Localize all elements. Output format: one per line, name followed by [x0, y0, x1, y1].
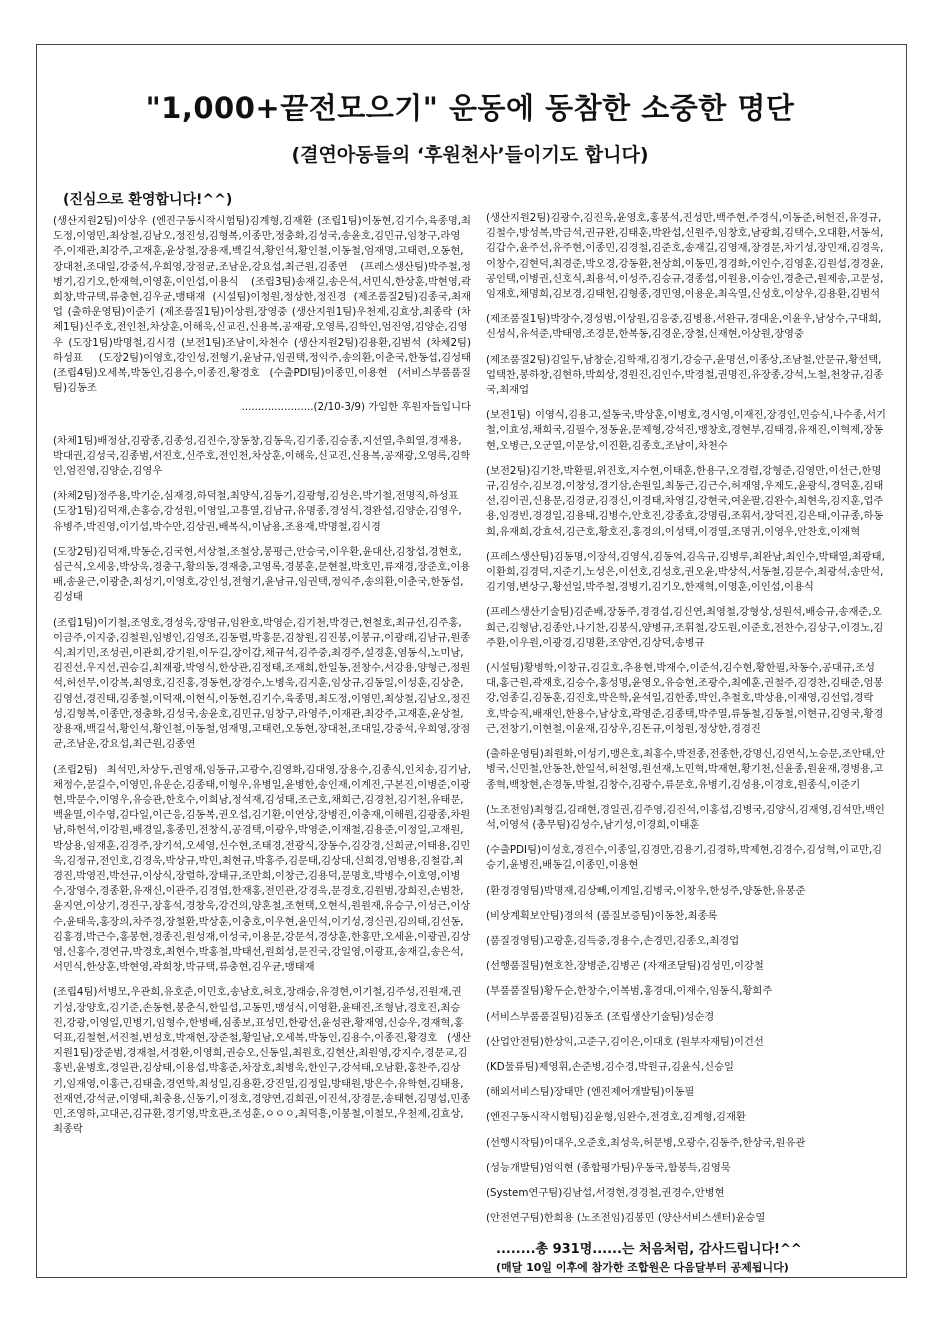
page-title: "1,000+끝전모으기" 운동에 동참한 소중한 명단 [145, 91, 795, 125]
team-list-block: (프레스생산팀)김동명,이장석,김영식,김동억,김옥규,김병루,최완남,최인수,박태열,최광태,이환희,김경덕,지준기,노성은,이선호,김성호,권오윤,박상석,서동철,김문수,최광석,송만석,김기영,변상구,황선일,박주철,경병기,김기오,한재혁,이영훈,이인섭,이용식 [486, 550, 885, 594]
team-list-block: (System연구팀)김남섭,서경현,경경철,권경수,안병현 [486, 1186, 725, 1199]
team-list-block: (보전2팀)김기찬,박환필,위진호,지수현,이태훈,한용구,오경렴,강형준,김영만,이선근,한명규,김성수,김보경,이창성,경기삼,손원일,최동근,김근수,허재영,우제도,윤광식,경덕훈,김태선,김이권,신용문,김경균,김경신,이경태,차영길,강현국,여운팔,김완수,최현욱,김지훈,업주용,임경빈,경경일,김용태,김병수,안호진,강종효,강명림,조휘서,장덕진,김은태,이규종,하동희,유재희,강효석,김근호,황호진,홍경의,이성택,이경열,조명귀,이영우,안찬호,이재혁 [486, 464, 884, 538]
team-list-block: (조립2팀) 최석민,차상두,권영재,임동규,고광수,김영화,김대영,장용수,김종식,인치송,김기남,채정수,문길수,이영민,유운순,김종태,이형우,유병일,윤병한,송인재,이계진,구본진,이병준,이광현,박문수,이영우,유승관,한호수,이희남,정석재,김성태,조근호,채희근,김경천,김기천,유태문,백윤열,이수영,김다일,이근응,김동복,권오섭,김기환,이연상,장병진,이충재,이해원,김광종,차원남,하헌석,이강원,배경일,홍종민,전창식,공경택,이광우,박영준,이재철,김용준,이정일,고재원,박상용,임재훈,김경주,장기석,오세영,신수현,조태경,전광식,장동수,김강경,신희균,이태용,김민욱,김정규,전인호,김경욱,박상규,박민,최현규,박홍주,김문태,김상대,신희경,엄병용,김철갑,최경진,박영진,박선규,이상식,장렬하,장태규,조만희,이창근,김용덕,문명호,박병수,이호영,이병수,장영수,경종환,유재신,이관주,김경엽,한재홍,전민관,강경욱,문경호,김원범,장희진,손범찬,윤지연,이상기,경진구,장홍석,경창욱,강건의,양혼철,조현택,오현식,원원재,유승구,이성근,이상수,윤태욱,홍장의,차주경,장철환,박상훈,이충호,이우현,윤민석,이기성,경신권,김의태,김선동,김홍경,박근수,홍봉현,경종진,원성재,이성국,이용문,강문석,경상훈,한홍만,오세윤,이광권,김상영,신홍수,경연규,박경호,최현수,박홍철,박태선,원희성,문진국,강일영,이광표,송재길,송은석,서민식,한상훈,박현영,곽희창,박규택,류충현,김우균,맹태재 [53, 763, 471, 974]
new-members-notice: ......................(2/10-3/9) 가입한 후원자들입니다 [241, 401, 471, 414]
team-list-block: (생산지원2팀)김광수,김진욱,윤영호,홍봉석,진성만,백주현,주경식,이동준,허헌진,유경규,김철수,방성복,박금석,권규완,김태훈,박완섭,신원주,임창호,남광희,김택수,오대환,서동석,김갑수,윤주선,유주현,이종민,김경철,김준호,송재길,김영재,장경문,차기성,장민재,김경욱,이창수,김현덕,최경준,박오경,강동환,천상희,이동민,경경화,이인수,김영훈,김원섭,경경윤,공인택,이병권,신호식,최용석,이성주,김승규,경종섭,이원용,이승인,경춘근,원제송,고문성,임재호,채명희,김보경,김태헌,김형종,경민영,이용운,최옥열,신성호,이상우,김용환,김범석 [486, 212, 884, 301]
total-count-line: ........총 931명......는 처음처럼, 감사드립니다!^^ [496, 1242, 802, 1258]
team-list-block: (조립1팀)이기철,조영호,경성욱,장영규,임완호,박영순,김기천,박경근,현철호,최규선,김주홍,이금주,이지중,김철원,임병인,김영조,김동렬,박홍문,김창원,김진봉,이봉규,이광래,김남규,원종식,최기민,조성권,이관희,강기원,이두길,장이갑,채규석,김주중,최경주,설경훈,염동식,노미남,김진선,우지선,권승길,최재광,박영식,한상관,김정태,조재희,한일동,전창수,서강용,양형근,정원석,허선무,이강복,최영호,김진홍,경동현,장경수,노병욱,김지훈,임상규,김동일,이성훈,김상춘,김영선,경진태,김종철,이덕재,이현식,이동현,김기수,육종명,최도정,이영민,최상철,김남오,정진성,김형복,이종만,정충화,김성국,송윤호,김민규,임창구,라영주,이재관,최강주,고재훈,윤상철,장용재,백길석,황인석,황인철,이동철,엄재명,고태련,오동현,장대천,조대일,강중석,우희영,장점균,조남운,강요섭,최근원,김종연 [53, 616, 471, 751]
team-list-block: (KD물류팀)제영휘,손준병,김수경,박원규,김윤식,신승일 [486, 1060, 734, 1073]
team-list-block: (제조품질2팀)김일두,남창순,김학재,김정기,강승구,윤명선,이종상,조남철,안문규,황선택,업택찬,봉하창,김현하,박희상,경원진,김인수,박경철,권명진,유장종,강석,노철,천창규,김종국,최재업 [486, 353, 884, 397]
team-list-block: (수출PDI팀)이성호,경진수,이종일,김경만,김용기,김경하,박제현,김경수,김성혁,이교만,김승기,윤병진,배동길,이종민,이용현 [486, 844, 883, 872]
team-list-block: (산업안전팀)한상익,고준구,김이은,이대호 (원부자재팀)이건선 [486, 1035, 764, 1048]
team-list-block: (노조전임)최형길,김래현,경일권,김주영,김진석,이홍섭,김병국,김양식,김재영,김석만,백인석,이영석 (총무팀)김성수,남기성,이경희,이태훈 [486, 803, 885, 831]
right-column [486, 211, 886, 1276]
left-column [53, 190, 471, 1147]
team-list-block: (선행품질팀)현호찬,장병준,김병곤 (자재조달팀)김성민,이강철 [486, 960, 764, 973]
team-list-block: (환경경영팀)박명재,김상빼,이계일,김병국,이창우,한성주,양동한,유봉준 [486, 884, 806, 897]
team-list-block: (프레스생산기술팀)김준배,장동주,경경섭,김신연,최영철,강형상,성원석,배승규,송재준,오희근,김형남,김종안,나기찬,김봉식,양병규,조휘철,강도원,이준호,전찬수,김상구,이경노,김주환,이우원,이광경,김명환,조양연,김상덕,송병규 [486, 606, 884, 649]
team-list-block: (서비스부품품질팀)김동조 (조립생산기술팀)성순경 [486, 1010, 715, 1023]
team-list-block: (도장2팀)김덕재,박동순,김국현,서상철,조철상,봉평근,안승국,이우환,윤대산,김창섭,경현호,심근식,오세웅,박상욱,경충구,황의동,경재충,고영록,경봉훈,문현철,박호민,류재경,장준호,이용배,송윤근,이광춘,최성기,이영호,강인성,전형기,윤남규,임권택,정익주,송의환,이춘국,한동섭,김성태 [53, 545, 471, 604]
team-list-block: (차체1팀)배정삼,김광종,김종성,김진수,장동창,김동욱,김기종,김승종,지선열,추희열,경재용,박대권,김성국,김종범,서진호,신주호,전인천,차상훈,이해욱,신교진,신용복,공재광,오영록,김학인,엄진영,김양순,김영우 [53, 434, 471, 478]
new-members-paragraph: (생산지원2팀)이상우 (엔진구동시작시험팀)김계형,김재환 (조립1팀)이동현,김기수,육종명,최도정,이영민,최상철,김남오,정진성,김형복,이종만,정충화,김성국,송윤호,김민규,임창구,라영주,이재관,최강주,고재훈,윤상철,장용재,백길석,황인석,황인철,이동철,엄재명,고태련,오동현,장대천,조대일,강중석,우희영,장점균,조남운,강요섭,최근원,김종연 (프레스생산팀)박주철,정병기,김기오,한재혁,이영훈,이인섭,이용식 (조립3팀)송재길,송은석,서민식,한상훈,박현영,곽희창,박규택,류충현,김우균,맹태재 (시설팀)이청원,정상한,정진경 (제조품질2팀)김종국,최재업 (출하운영팀)이준기 (제조품질1팀)이상원,장영중 (생산지원1팀)우천제,김효상,최종락 (차체1팀)신주호,전인천,차상훈,이해욱,신교진,신용복,공재광,오영록,김학인,엄진영,김양순,김영우 (도장1팀)박명철,김시경 (보전1팀)조남이,차천수 (생산지원2팀)김용환,김범석 (차체2팀)하성표 (도장2팀)이영호,강인성,전형기,윤남규,임권택,정익주,송의환,이춘국,한동섭,김성태 (조립4팀)오세복,박동인,김용수,이종진,황경호 (수출PDI팀)이종민,이용현 (서비스부품품질팀)김동조 [53, 215, 471, 395]
team-list-block: (차체2팀)정주용,박기순,심재경,하덕철,최양식,김동기,김광형,김성은,박기철,전명직,하성표 (도장1팀)김덕재,손홍승,강성원,이영일,고흥열,김남규,유명종,경성식,경완섭,김양순,김영우,유병주,박진영,이기섭,박수만,김상권,배복식,이남용,조용재,박명철,김시경 [53, 490, 462, 533]
team-list-block: (품질경영팀)고광훈,김득중,경용수,손경민,김종오,최경업 [486, 934, 740, 947]
team-list-block: (부품품질팀)황두순,한창수,이복범,홍경대,이재수,임동식,황희주 [486, 985, 773, 998]
team-list-block: (선행시작팀)이대우,오준호,최성욱,허문병,오광수,김동주,한상국,원유관 [486, 1136, 806, 1149]
team-list-block: (안전연구팀)한희용 (노조전임)김봉민 (양산서비스센터)윤승열 [486, 1212, 766, 1225]
deduction-note: (매달 10일 이후에 참가한 조합원은 다음달부터 공제됩니다) [496, 1261, 789, 1275]
team-list-block: (성능개발팀)엄익현 (종합평가팀)우동국,함봉득,김영묵 [486, 1161, 731, 1174]
team-list-block: (출하운영팀)최원화,이성기,맹은호,최홍수,박전종,전종한,강명신,김연식,노승문,조안태,안병국,신민철,안동찬,한일석,허천영,원선재,노민혁,박재현,황기천,신윤종,원윤재,경병용,고종혁,백창현,손경동,박철,김창수,김광수,류문호,유병기,김성용,이경호,원종식,이준기 [486, 748, 885, 791]
team-list-block: (제조품질1팀)박장수,경성범,이상원,김응중,김병용,서완규,경대운,이윤우,남상수,구대희,신성식,유석준,박태영,조경문,한복동,김경운,장철,신재현,이상원,장영중 [486, 313, 882, 341]
team-list-block: (해외서비스팀)장태만 (엔진제어개발팀)이동필 [486, 1086, 695, 1099]
welcome-heading: (진심으로 환영합니다!^^) [63, 192, 233, 208]
team-list-block: (비상계획보안팀)경의석 (품질보증팀)이동찬,최종록 [486, 909, 718, 922]
team-list-block: (시설팀)황병학,이창규,김길호,추용현,박재수,이준석,김수현,황한필,차동수,공대규,조성대,홍근원,곽재호,김승수,홍성명,윤영오,유승현,조광수,최예훈,권철주,김경찬,김태준,엄봉강,엄종길,김동훈,김진호,박은학,윤석일,김한종,박인,추철호,박상용,이재영,김선업,경락호,박승직,배재인,한용수,남상호,곽영준,김종택,박주열,류동철,김동철,이현규,김영국,황경근,전창기,이현철,이윤재,김상우,김돈규,이청원,정상한,경경진 [486, 662, 884, 735]
team-list-block: (엔진구동시작시험팀)김윤형,임완수,전경호,김계형,김재환 [486, 1111, 746, 1124]
team-list-block: (조립4팀)서병모,우관희,유호준,이민호,송남호,허호,장래승,유경현,이기철,김주성,진원재,권기성,장양호,김기준,손동현,봉춘식,한일섭,고동민,맹성식,이영환,윤태진,조형남,경호진,최승진,강광,이영일,민병기,임형수,한병배,심종보,표성민,한광선,윤성관,황재영,신승우,경재혁,홍덕표,김철현,서진철,변성호,박재현,장준철,황일남,오세복,박동인,김용수,이종진,황경호 (생산지원1팀)장준범,경재철,서경환,이영희,권승오,신동일,최원호,김현산,최원영,강지수,경문교,김홍빈,윤병호,경일관,김상태,이용섭,박홍준,차장호,최병욱,한인구,강석태,오남환,홍찬주,김상기,임재영,이홍근,김태출,경연학,최성일,김용환,강진일,김정일,방태원,방은수,유학현,김태용,전재연,강석균,이영태,최충용,신동기,이정호,경양연,김희권,이진석,장경문,송태현,김명섭,민종민,조영하,고대곤,김규환,경기영,박호관,조성훈,ㅇㅇㅇ,최덕흥,이봉철,이철모,우천제,김효상,최종락 [53, 986, 471, 1136]
page-subtitle: (결연아동들의 ‘후원천사’들이기도 합니다) [291, 144, 649, 166]
team-list-block: (보전1팀) 이영식,김용고,설동국,박상훈,이병호,경시영,이재진,장경인,민승식,나수종,서기철,이효성,채희국,김필수,정동윤,문제형,강석진,맹창호,경현부,김태경,유재진,이혁제,장동현,오병근,오군열,이문상,이진환,김종호,조남이,차천수 [486, 409, 886, 452]
